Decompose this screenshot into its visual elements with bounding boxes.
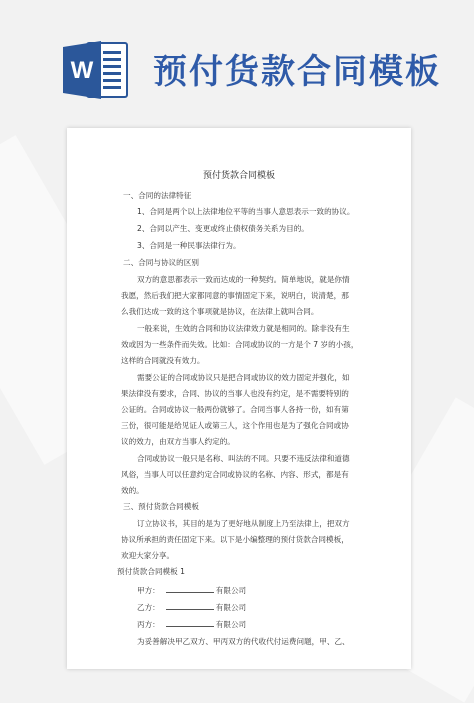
template-heading: 预付货款合同模板 1 [117, 567, 185, 576]
list-item: 2、合同以产生、变更或终止债权债务关系为目的。 [137, 224, 309, 233]
paragraph-line: 这样的合同就没有效力。 [121, 356, 205, 365]
party-label: 丙方： [137, 620, 160, 629]
paragraph-line: 我愿，然后我们把大家都同意的事情固定下来，说明白，说清楚，那 [121, 291, 349, 300]
section-heading: 一、合同的法律特征 [123, 191, 192, 200]
section-heading: 三、预付货款合同模板 [123, 502, 199, 511]
word-document-icon [63, 39, 129, 101]
page-title: 预付货款合同模板 [202, 171, 275, 181]
paragraph-line: 一般来说，生效的合同和协议法律效力就是相同的。除非没有生 [137, 324, 350, 333]
document-page [67, 128, 411, 669]
paragraph-line: 效或因为一些条件而失效。比如：合同或协议的一方是个 7 岁的小孩， [121, 340, 359, 349]
paragraph-line: 么我们达成一致的这个事项就是协议，在法律上就叫合同。 [121, 307, 319, 316]
paragraph-line: 双方的意思都表示一致而达成的一种契约。简单地说，就是你情 [137, 275, 350, 284]
paragraph-line: 风俗，当事人可以任意约定合同或协议的名称、内容、形式，都是有 [121, 470, 349, 479]
logo-letter: W [70, 57, 94, 84]
paragraph-line: 订立协议书，其目的是为了更好地从制度上乃至法律上，把双方 [137, 519, 350, 528]
paragraph-line: 欢迎大家分享。 [121, 551, 175, 560]
party-line [137, 619, 246, 630]
paragraph-line: 果法律没有要求，合同、协议的当事人也没有约定，是不需要特别的 [121, 389, 349, 398]
list-item: 1、合同是两个以上法律地位平等的当事人意思表示一致的协议。 [137, 207, 355, 216]
party-suffix: 有限公司 [215, 586, 247, 595]
paragraph-line: 合同或协议一般只是名称、叫法的不同。只要不违反法律和道德 [137, 454, 350, 463]
party-suffix: 有限公司 [215, 603, 247, 612]
paragraph-line: 为妥善解决甲乙双方、甲丙双方的代收代付运费问题，甲、乙、 [137, 637, 350, 646]
blank-underline [166, 602, 214, 610]
party-line [137, 602, 246, 613]
paragraph-line: 议的效力，由双方当事人约定的。 [121, 437, 235, 446]
paragraph-line: 三份，很可能是给见证人或第三人，这个作用也是为了强化合同或协 [121, 421, 349, 430]
blank-underline [166, 619, 214, 627]
paragraph-line: 公证的。合同或协议一般两份就够了。合同当事人各持一份，如有第 [121, 405, 349, 414]
section-heading: 二、合同与协议的区别 [123, 258, 199, 267]
paragraph-line: 需要公证的合同或协议只是把合同或协议的效力固定并强化，如 [137, 373, 350, 382]
party-suffix: 有限公司 [215, 620, 247, 629]
paragraph-line: 协议所承担的责任固定下来。以下是小编整理的预付货款合同模板， [121, 535, 349, 544]
party-label: 乙方： [137, 603, 160, 612]
document-title: 预付货款合同模板 [153, 52, 441, 92]
list-item: 3、合同是一种民事法律行为。 [137, 241, 241, 250]
blank-underline [166, 585, 214, 593]
paragraph-line: 效的。 [121, 486, 144, 495]
party-label: 甲方： [137, 586, 160, 595]
header [0, 0, 474, 118]
party-line [137, 585, 246, 596]
